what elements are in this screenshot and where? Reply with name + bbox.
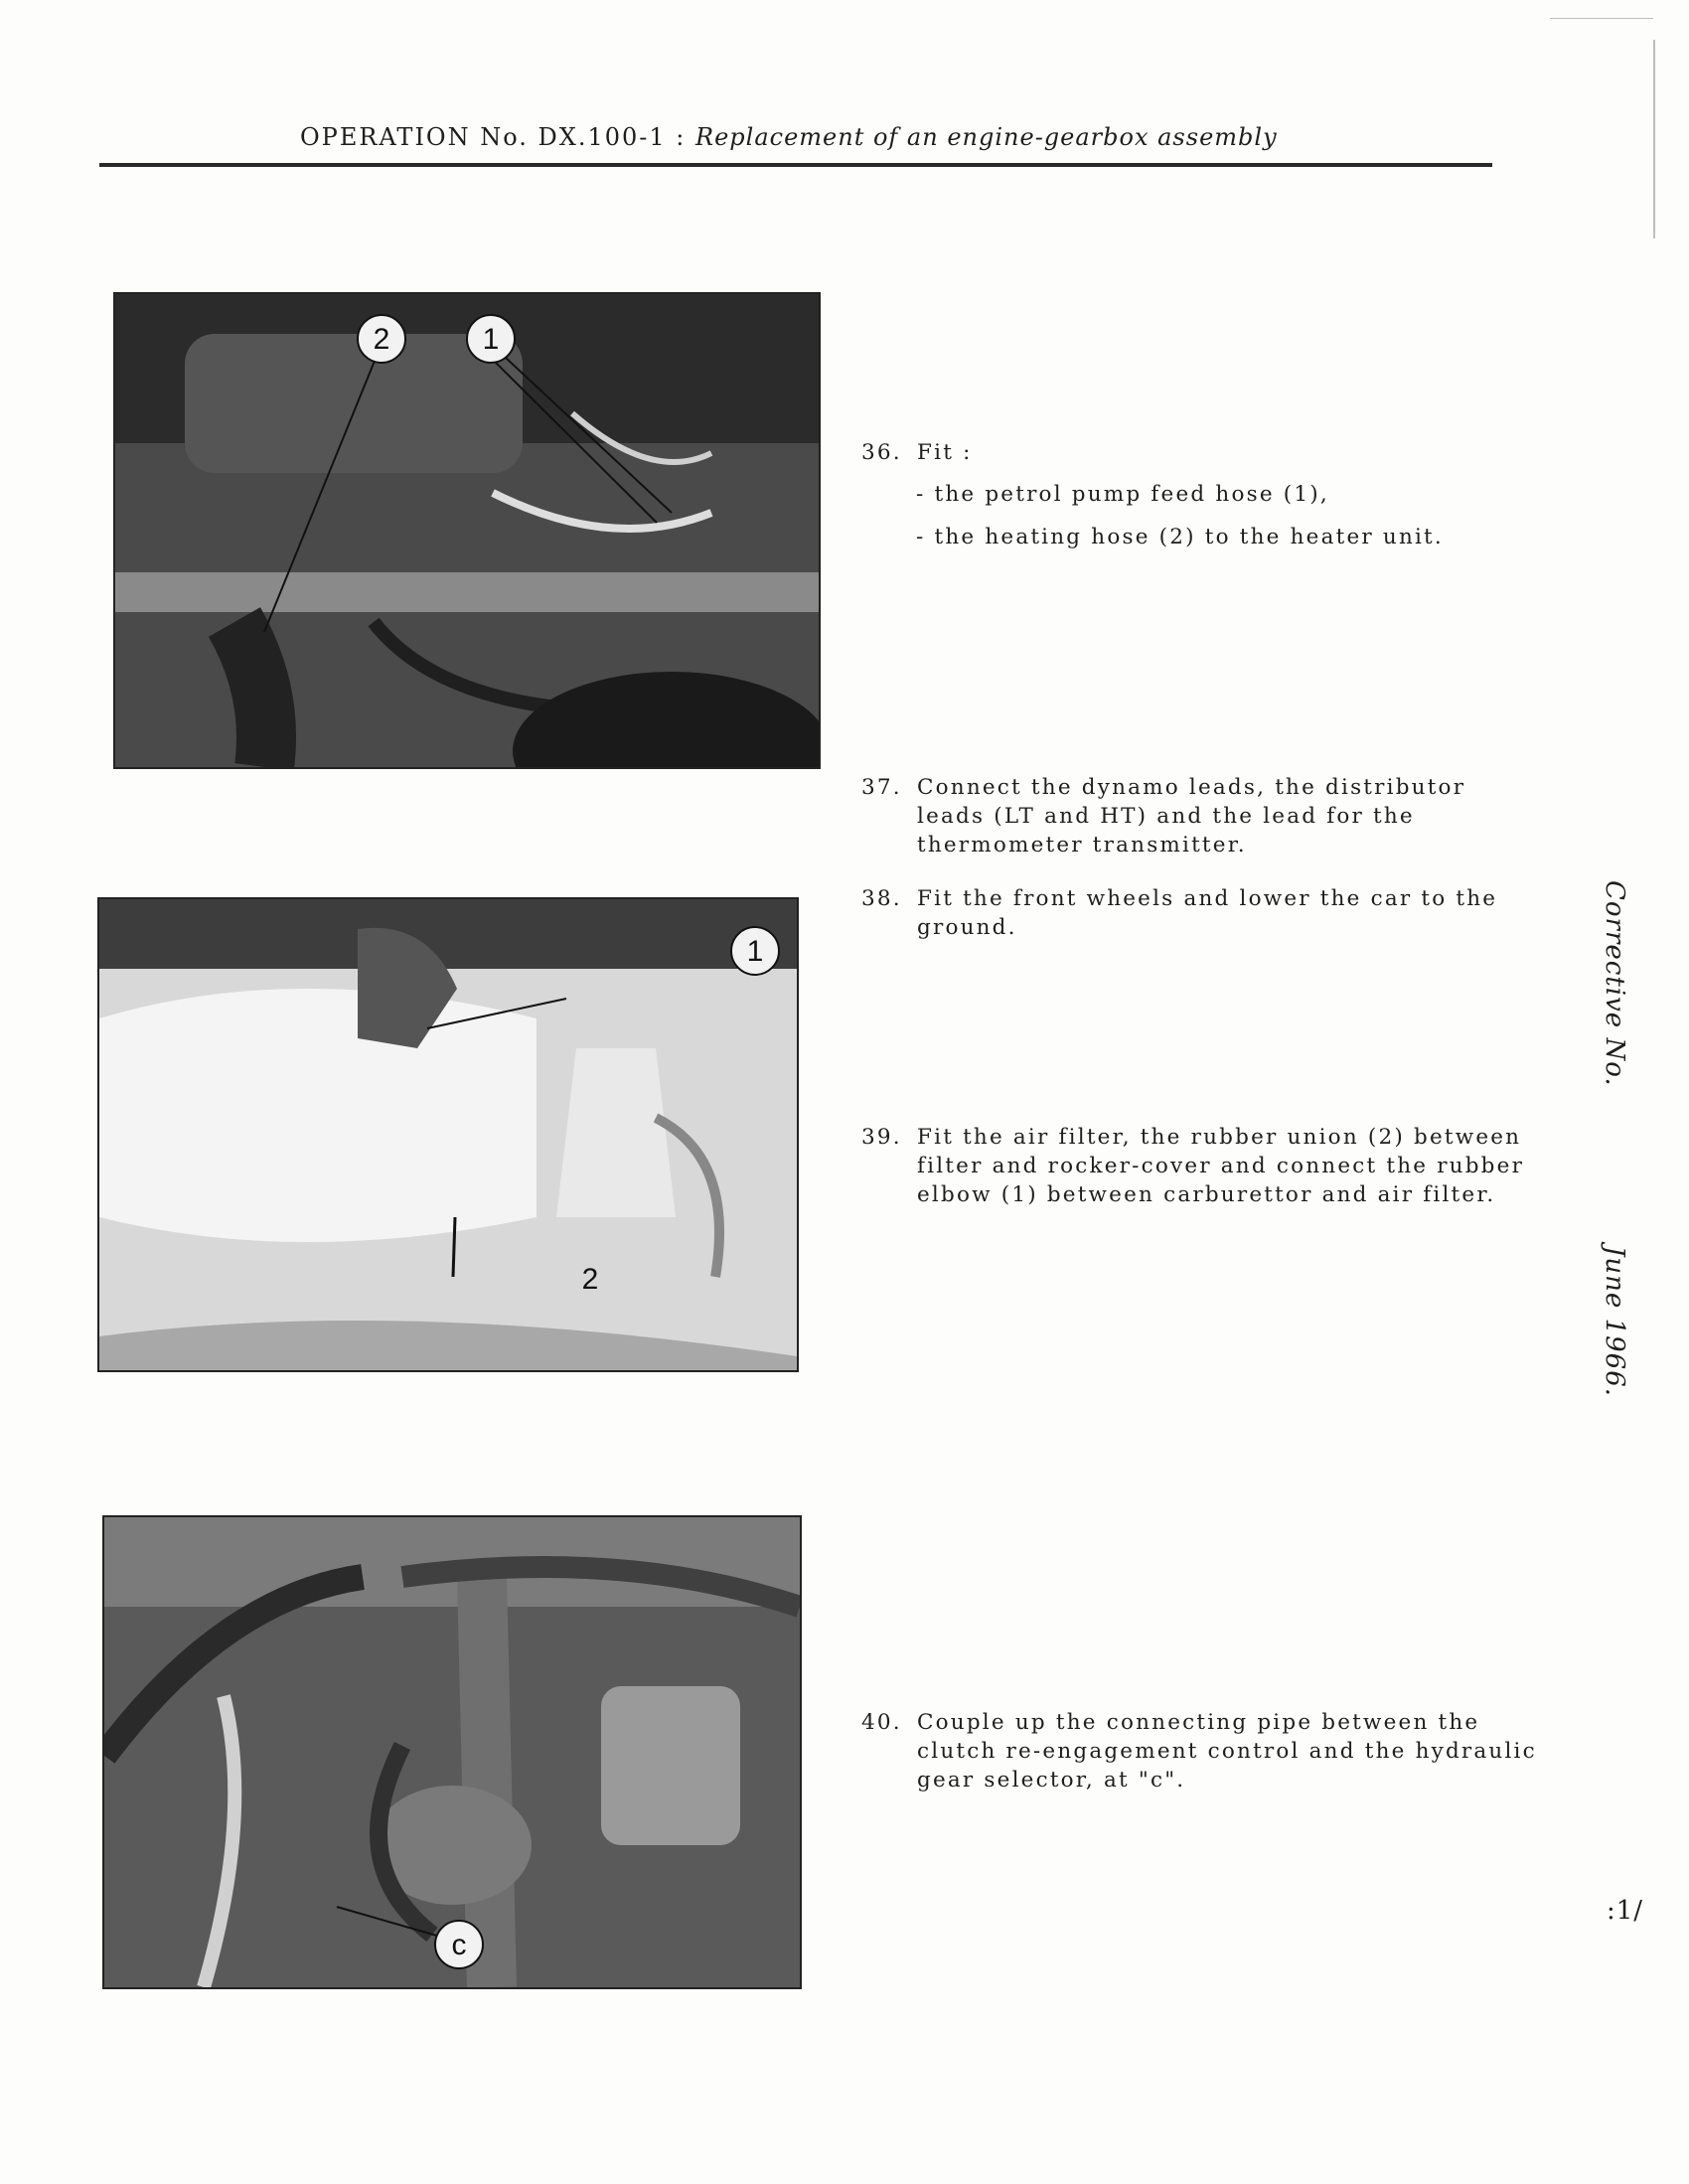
step-line: elbow (1) between carburettor and air filter. [917, 1182, 1496, 1207]
step-text [917, 884, 1497, 942]
page-header [300, 123, 1278, 151]
callout-2: 2 [373, 323, 390, 356]
step-line: Fit the front wheels and lower the car to the [917, 886, 1498, 911]
step-text [917, 1123, 1524, 1209]
step-36 [861, 438, 1577, 470]
callout-1: 1 [482, 323, 500, 356]
step-line: leads (LT and HT) and the lead for the [917, 804, 1415, 829]
step-36-item-1: - the petrol pump feed hose (1), [916, 482, 1329, 507]
step-number: 37. [861, 775, 902, 800]
photo-gear-selector [102, 1515, 802, 1989]
corrective-note: Corrective No. [1600, 880, 1629, 1087]
step-39 [861, 1123, 1577, 1212]
scan-edge-line [1653, 40, 1655, 238]
step-line: thermometer transmitter. [917, 833, 1247, 858]
photo-air-filter [97, 897, 799, 1372]
step-number: 38. [861, 886, 902, 911]
step-text: Fit : [917, 440, 973, 465]
callout-2: 2 [581, 1263, 599, 1296]
scan-edge-line [1550, 18, 1653, 19]
step-number: 36. [861, 440, 902, 465]
step-number: 39. [861, 1125, 902, 1150]
callout-c: c [451, 1929, 467, 1961]
step-40 [861, 1708, 1577, 1797]
step-text [917, 1708, 1537, 1794]
step-line: Connect the dynamo leads, the distributor [917, 775, 1466, 800]
step-line: Couple up the connecting pipe between the [917, 1710, 1480, 1735]
step-number: 40. [861, 1710, 902, 1735]
photo-petrol-pump-hoses [113, 292, 821, 769]
operation-number: OPERATION No. DX.100-1 : [300, 123, 687, 151]
step-line: clutch re-engagement control and the hydraulic [917, 1739, 1537, 1764]
step-text [917, 773, 1465, 859]
operation-title: Replacement of an engine-gearbox assembly [695, 123, 1278, 151]
step-38 [861, 884, 1577, 944]
step-line: filter and rocker-cover and connect the rubber [917, 1154, 1525, 1178]
step-36-item-2: - the heating hose (2) to the heater unit. [916, 525, 1444, 549]
header-rule [99, 163, 1492, 167]
step-line: ground. [917, 915, 1017, 940]
callout-1: 1 [746, 935, 764, 968]
step-line: Fit the air filter, the rubber union (2) between [917, 1125, 1522, 1150]
page-number: :1/ [1607, 1896, 1644, 1926]
step-37 [861, 773, 1577, 862]
step-line: gear selector, at "c". [917, 1768, 1186, 1793]
issue-date: June 1966. [1600, 1246, 1629, 1397]
